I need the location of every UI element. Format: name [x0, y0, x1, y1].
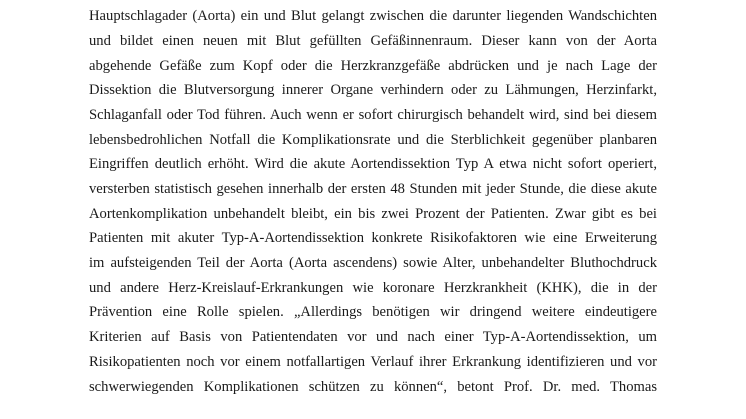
text-line: Prävention eine Rolle spielen. „Allerdings benötigen wir dringend weitere eindeutigere	[89, 304, 657, 321]
text-line: Eingriffen deutlich erhöht. Wird die akute Aortendissektion Typ A etwa nicht sofort operiert,	[89, 156, 657, 173]
body-paragraph	[89, 0, 657, 399]
text-line: Dissektion die Blutversorgung innerer Organe verhindern oder zu Lähmungen, Herzinfarkt,	[89, 82, 657, 99]
text-line: Patienten mit akuter Typ-A-Aortendissektion konkrete Risikofaktoren wie eine Erweiterung	[89, 230, 657, 247]
text-line: Hauptschlagader (Aorta) ein und Blut gelangt zwischen die darunter liegenden Wandschichten	[89, 8, 657, 25]
text-line: im aufsteigenden Teil der Aorta (Aorta ascendens) sowie Alter, unbehandelter Bluthochdruck	[89, 255, 657, 272]
text-line: versterben statistisch gesehen innerhalb der ersten 48 Stunden mit jeder Stunde, die diese akute	[89, 181, 657, 197]
text-line: Risikopatienten noch vor einem notfallartigen Verlauf ihrer Erkrankung identifizieren und vor	[89, 353, 657, 370]
text-line: und bildet einen neuen mit Blut gefüllten Gefäßinnenraum. Dieser kann von der Aorta	[89, 32, 657, 49]
text-line: Kriterien auf Basis von Patientendaten vor und nach einer Typ-A-Aortendissektion, um	[89, 329, 657, 346]
text-line: und andere Herz-Kreislauf-Erkrankungen wie koronare Herzkrankheit (KHK), die in der	[89, 279, 657, 296]
text-line: Aortenkomplikation unbehandelt bleibt, ein bis zwei Prozent der Patienten. Zwar gibt es bei	[89, 205, 657, 222]
text-line: lebensbedrohlichen Notfall die Komplikationsrate und die Sterblichkeit gegenüber planbaren	[89, 131, 657, 148]
text-line: Schlaganfall oder Tod führen. Auch wenn er sofort chirurgisch behandelt wird, sind bei diesem	[89, 106, 657, 123]
text-line: schwerwiegenden Komplikationen schützen zu können“, betont Prof. Dr. med. Thomas	[89, 378, 657, 395]
text-line: abgehende Gefäße zum Kopf oder die Herzkranzgefäße abdrücken und je nach Lage der	[89, 57, 657, 74]
